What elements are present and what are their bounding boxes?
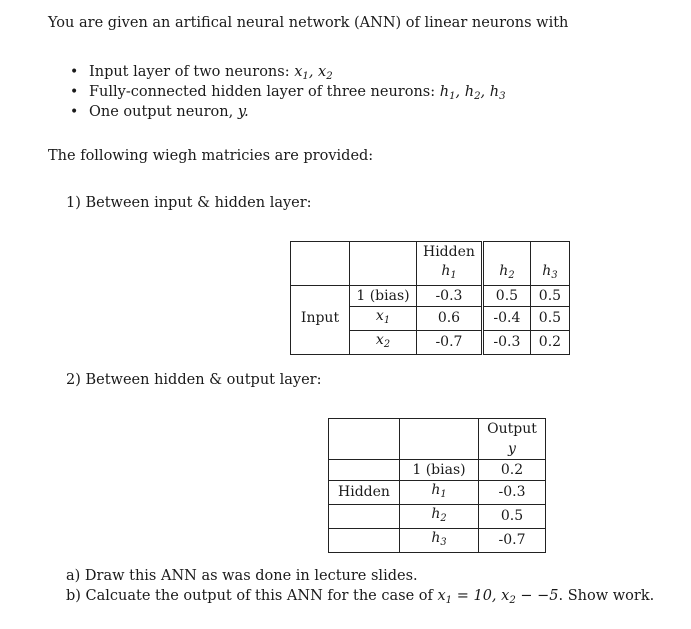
weight-cell: 0.6 <box>417 307 483 331</box>
section-heading: 2) Between hidden & output layer: <box>66 372 322 388</box>
bullet-math: $h_1$, $h_2$, $h_3$ <box>439 84 506 102</box>
col-head: $h_2$ <box>482 262 530 286</box>
section-heading: 1) Between input & hidden layer: <box>66 195 312 211</box>
weight-cell: 0.5 <box>482 286 530 307</box>
col-head: $h_3$ <box>530 262 569 286</box>
table-row <box>329 505 546 529</box>
row-label: $x_2$ <box>350 331 417 355</box>
bullet-math: $x_1$, $x_2$ <box>294 64 333 82</box>
table-row <box>329 460 546 481</box>
question-text: b) Calcuate the output of this ANN for the case of <box>66 588 438 604</box>
question-a: a) Draw this ANN as was done in lecture slides. <box>66 568 418 584</box>
table-row <box>329 481 546 505</box>
bullet-text: Fully-connected hidden layer of three neurons: <box>89 84 440 100</box>
row-label: $h_2$ <box>400 505 479 529</box>
weight-cell: -0.7 <box>417 331 483 355</box>
table-row <box>291 307 570 331</box>
row-group-label: Hidden <box>329 481 400 505</box>
layer-list <box>70 62 506 122</box>
weights-intro: The following wiegh matricies are provided: <box>48 148 374 164</box>
list-item <box>70 82 506 102</box>
weight-cell: 0.5 <box>479 505 546 529</box>
input-hidden-weights-table <box>290 241 570 355</box>
bullet-math: y. <box>237 104 249 120</box>
weight-cell: -0.3 <box>417 286 483 307</box>
table-row <box>291 331 570 355</box>
row-label: $h_3$ <box>400 529 479 553</box>
list-item <box>70 102 506 122</box>
weight-cell: 0.2 <box>530 331 569 355</box>
weight-cell: -0.7 <box>479 529 546 553</box>
bullet-text: One output neuron, <box>89 104 238 120</box>
weight-cell: -0.4 <box>482 307 530 331</box>
group-header: Output <box>479 419 546 440</box>
group-header: Hidden <box>417 242 483 263</box>
col-head: $h_1$ <box>417 262 483 286</box>
weight-cell: 0.2 <box>479 460 546 481</box>
question-b <box>66 588 654 606</box>
question-math: $x_1 = 10$, $x_2 - -5$ <box>437 588 559 606</box>
bullet-text: Input layer of two neurons: <box>89 64 295 80</box>
table-row <box>329 529 546 553</box>
question-tail: . Show work. <box>558 588 655 604</box>
list-item <box>70 62 506 82</box>
row-label: 1 (bias) <box>350 286 417 307</box>
row-label: $x_1$ <box>350 307 417 331</box>
weight-cell: -0.3 <box>479 481 546 505</box>
weight-cell: 0.5 <box>530 286 569 307</box>
hidden-output-weights-table <box>328 418 546 553</box>
row-group-label: Input <box>291 307 350 331</box>
row-label: 1 (bias) <box>400 460 479 481</box>
row-label: $h_1$ <box>400 481 479 505</box>
intro-text: You are given an artifical neural network (ANN) of linear neurons with <box>48 15 569 31</box>
col-head: y <box>479 439 546 460</box>
table-row <box>291 286 570 307</box>
weight-cell: 0.5 <box>530 307 569 331</box>
weight-cell: -0.3 <box>482 331 530 355</box>
